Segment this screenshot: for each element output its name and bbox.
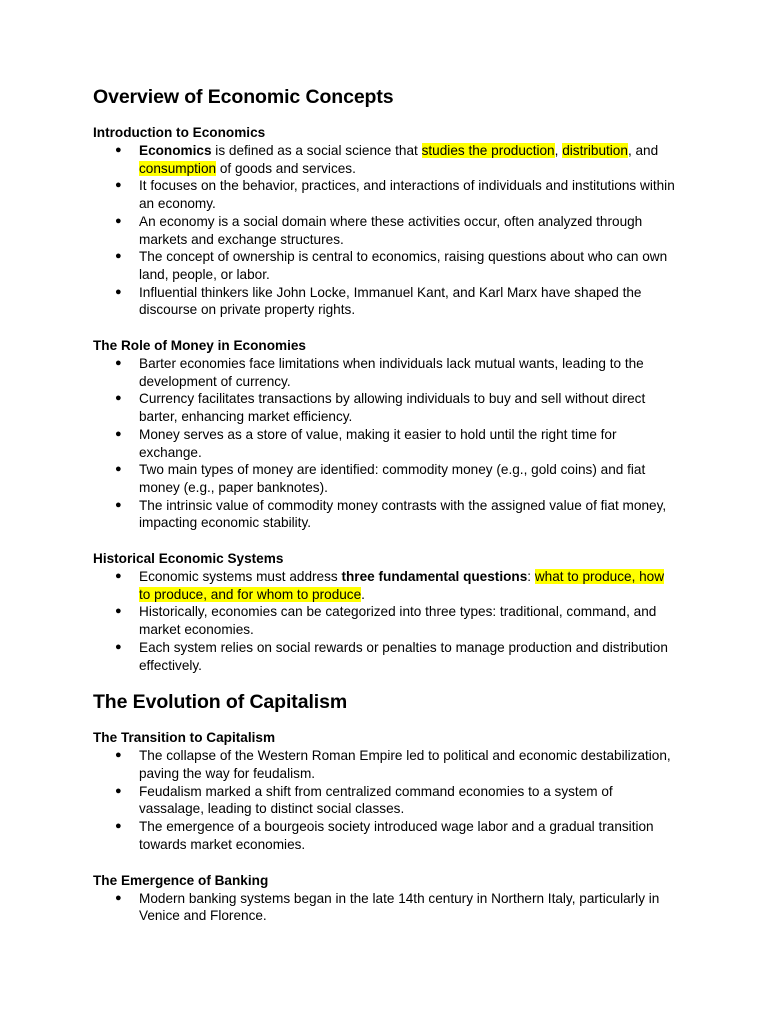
bullet-icon: ● <box>115 749 122 762</box>
subsection-heading: The Transition to Capitalism <box>93 730 276 746</box>
bullet-icon: ● <box>115 640 122 653</box>
list-item <box>93 390 678 425</box>
section-heading: The Evolution of Capitalism <box>93 691 348 714</box>
bullet-icon: ● <box>115 250 122 263</box>
bullet-icon: ● <box>115 144 122 156</box>
document-page <box>93 85 678 925</box>
bullet-icon: ● <box>115 570 122 583</box>
bullet-icon: ● <box>115 427 122 440</box>
bullet-icon: ● <box>115 784 122 797</box>
bullet-icon: ● <box>115 357 122 370</box>
item-text: The collapse of the Western Roman Empire led to political and economic destabilization, paving the way for feudalism. <box>139 748 671 781</box>
bullet-list <box>93 568 678 674</box>
highlighted-text: what to produce, how to produce, and for whom to produce <box>139 569 665 602</box>
list-item <box>93 747 678 782</box>
bullet-icon: ● <box>115 285 122 298</box>
item-text: Economic systems must address three fundamental questions: what to produce, how to produce, and for whom to produce. <box>139 569 665 602</box>
item-text: Feudalism marked a shift from centralized command economies to a system of vassalage, leading to distinct social classes. <box>139 783 613 817</box>
bullet-list <box>93 890 678 925</box>
bold-text: Economics <box>139 143 212 158</box>
item-text: An economy is a social domain where these activities occur, often analyzed through markets and exchange structures. <box>139 213 643 247</box>
item-text: Barter economies face limitations when individuals lack mutual wants, leading to the development of currency. <box>139 356 644 389</box>
bullet-icon: ● <box>115 179 122 192</box>
item-text: Economics is defined as a social science that studies the production, distribution, and consumption of goods and services. <box>139 143 659 176</box>
highlighted-text: studies the production <box>421 143 555 158</box>
bullet-icon: ● <box>115 214 122 227</box>
subsection-heading: Introduction to Economics <box>93 125 266 140</box>
list-item <box>93 248 678 283</box>
list-item <box>93 355 678 390</box>
section-heading: Overview of Economic Concepts <box>93 86 394 108</box>
list-item <box>93 213 678 248</box>
bullet-icon: ● <box>115 891 122 904</box>
item-text: The intrinsic value of commodity money contrasts with the assigned value of fiat money, impacting economic stability. <box>139 497 667 531</box>
item-text: Currency facilitates transactions by allowing individuals to buy and sell without direct barter, enhancing market efficiency. <box>139 391 646 425</box>
list-item <box>93 497 678 532</box>
list-item <box>93 177 678 212</box>
list-item <box>93 783 678 818</box>
list-item <box>93 142 678 177</box>
list-item <box>93 568 678 603</box>
bullet-icon: ● <box>115 392 122 405</box>
list-item <box>93 890 678 925</box>
bullet-icon: ● <box>115 498 122 511</box>
subsection-heading: Historical Economic Systems <box>93 551 284 567</box>
list-item <box>93 603 678 638</box>
item-text: The concept of ownership is central to economics, raising questions about who can own land, people, or labor. <box>139 249 668 282</box>
item-text: Money serves as a store of value, making it easier to hold until the right time for exchange. <box>139 426 617 460</box>
list-item <box>93 639 678 674</box>
item-text: Historically, economies can be categorized into three types: traditional, command, and market economies. <box>139 604 657 638</box>
bullet-list <box>93 747 678 853</box>
bullet-icon: ● <box>115 463 122 476</box>
list-item <box>93 461 678 496</box>
item-text: Influential thinkers like John Locke, Immanuel Kant, and Karl Marx have shaped the discourse on private property rights. <box>139 284 642 318</box>
bullet-list <box>93 355 678 532</box>
item-text: The emergence of a bourgeois society introduced wage labor and a gradual transition towards market economies. <box>139 819 654 852</box>
list-item <box>93 426 678 461</box>
list-item <box>93 818 678 853</box>
bold-text: three fundamental questions <box>341 569 528 585</box>
bullet-list <box>93 142 678 319</box>
list-item <box>93 284 678 319</box>
item-text: Two main types of money are identified: commodity money (e.g., gold coins) and fiat money (e.g., paper banknotes). <box>139 462 646 495</box>
item-text: It focuses on the behavior, practices, and interactions of individuals and institutions within an economy. <box>139 178 675 212</box>
item-text: Each system relies on social rewards or penalties to manage production and distribution effectively. <box>139 639 668 673</box>
subsection-heading: The Emergence of Banking <box>93 872 269 888</box>
subsection-heading: The Role of Money in Economies <box>93 338 306 354</box>
bullet-icon: ● <box>115 820 122 833</box>
highlighted-text: consumption <box>139 160 217 176</box>
item-text: Modern banking systems began in the late 14th century in Northern Italy, particularly in Venice and Florence. <box>139 890 660 924</box>
bullet-icon: ● <box>115 605 122 618</box>
highlighted-text: distribution <box>562 143 628 158</box>
